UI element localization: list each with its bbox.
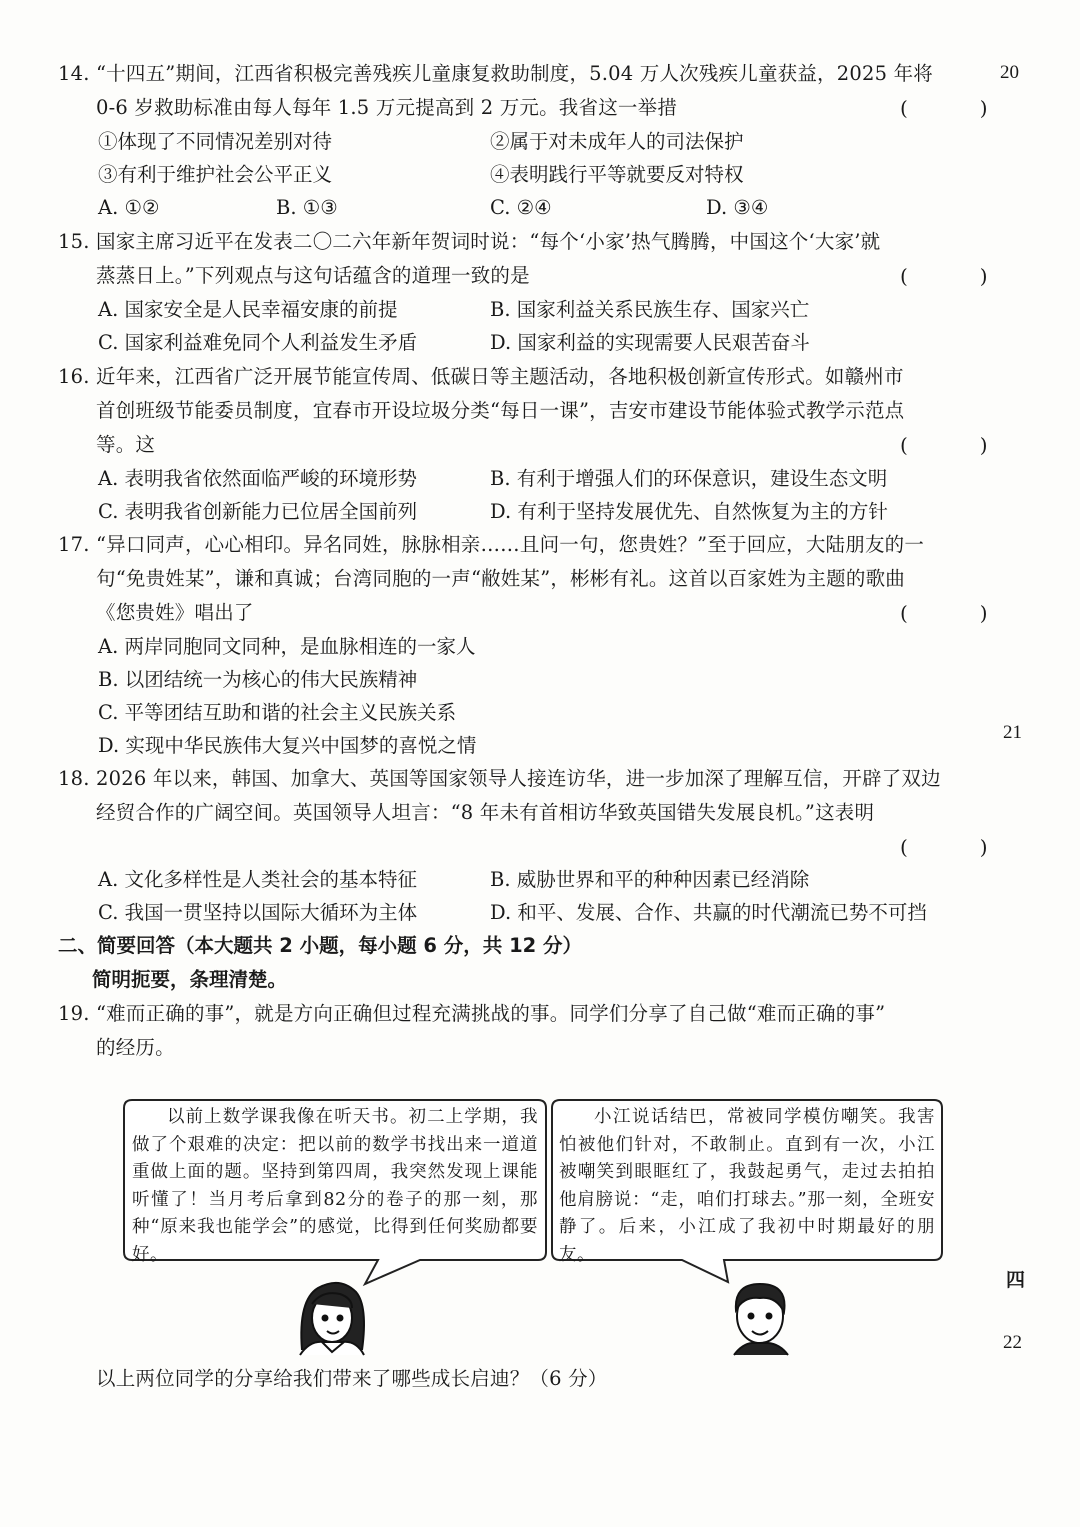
option-d[interactable]: D. 和平、发展、合作、共赢的时代潮流已势不可挡: [490, 901, 927, 924]
margin-number: 20: [1000, 62, 1019, 83]
option-c[interactable]: C. 国家利益难免同个人利益发生矛盾: [98, 331, 418, 354]
question-text: 0-6 岁救助标准由每人每年 1.5 万元提高到 2 万元。我省这一举措: [96, 96, 678, 119]
answer-blank[interactable]: ( ): [900, 433, 1014, 457]
answer-blank[interactable]: ( ): [900, 601, 1014, 625]
margin-number: 四: [1006, 1270, 1026, 1291]
option-c[interactable]: C. 表明我省创新能力已位居全国前列: [98, 500, 418, 523]
option-b[interactable]: B. 国家利益关系民族生存、国家兴亡: [490, 298, 810, 321]
section-heading: 二、简要回答（本大题共 2 小题，每小题 6 分，共 12 分）: [58, 934, 583, 957]
option-a[interactable]: A. 表明我省依然面临严峻的环境形势: [98, 467, 417, 490]
statement-item: ②属于对未成年人的司法保护: [490, 130, 744, 153]
option-a[interactable]: A. 两岸同胞同文同种，是血脉相连的一家人: [98, 635, 476, 658]
margin-number: 21: [1003, 722, 1022, 743]
option-b[interactable]: B. 以团结统一为核心的伟大民族精神: [98, 668, 418, 691]
option-a[interactable]: A. 国家安全是人民幸福安康的前提: [98, 298, 398, 321]
answer-blank[interactable]: ( ): [900, 835, 1014, 859]
question-text: 《您贵姓》唱出了: [96, 601, 254, 624]
option-b[interactable]: B. 有利于增强人们的环保意识，建设生态文明: [490, 467, 888, 490]
question-text: 句“免贵姓某”，谦和真诚；台湾同胞的一声“敝姓某”，彬彬有礼。这首以百家姓为主题的歌曲: [96, 567, 905, 590]
option-b[interactable]: B. ①③: [276, 196, 338, 219]
question-number: 18.: [58, 767, 90, 790]
margin-number: 22: [1003, 1332, 1022, 1353]
question-text: 近年来，江西省广泛开展节能宣传周、低碳日等主题活动，各地积极创新宣传形式。如赣州市: [96, 365, 904, 388]
question-text: “十四五”期间，江西省积极完善残疾儿童康复救助制度，5.04 万人次残疾儿童获益，2025 年将: [96, 62, 933, 85]
question-text: 经贸合作的广阔空间。英国领导人坦言：“8 年未有首相访华致英国错失发展良机。”这表明: [96, 801, 875, 824]
statement-item: ③有利于维护社会公平正义: [98, 163, 333, 186]
option-b[interactable]: B. 威胁世界和平的种种因素已经消除: [490, 868, 810, 891]
statement-item: ④表明践行平等就要反对特权: [490, 163, 744, 186]
question-number: 14.: [58, 62, 90, 85]
question-text: 的经历。: [96, 1036, 175, 1059]
question-number: 16.: [58, 365, 90, 388]
question-number: 17.: [58, 533, 90, 556]
answer-blank[interactable]: ( ): [900, 264, 1014, 288]
boy-illustration: [734, 1284, 788, 1355]
option-d[interactable]: D. 国家利益的实现需要人民艰苦奋斗: [490, 331, 810, 354]
statement-item: ①体现了不同情况差别对待: [98, 130, 333, 153]
bubble-right-text: 小江说话结巴，常被同学模仿嘲笑。我害怕被他们针对，不敢制止。直到有一次，小江被嘲笑到眼眶红了，我鼓起勇气，走过去拍拍他肩膀说：“走，咱们打球去。”那一刻，全班安静了。后来，小江成了我初中时期最好的朋友。: [559, 1107, 935, 1265]
answer-blank[interactable]: ( ): [900, 96, 1014, 120]
question-text: “异口同声，心心相印。异名同姓，脉脉相亲……且问一句，您贵姓？”至于回应，大陆朋友的一: [96, 533, 925, 556]
question-text: 首创班级节能委员制度，宜春市开设垃圾分类“每日一课”，吉安市建设节能体验式教学示范点: [96, 399, 905, 422]
section-instruction: 简明扼要，条理清楚。: [92, 968, 288, 991]
question-number: 19.: [58, 1002, 90, 1025]
bubble-left-text: 以前上数学课我像在听天书。初二上学期，我做了个艰难的决定：把以前的数学书找出来一道道重做上面的题。坚持到第四周，我突然发现上课能听懂了！当月考后拿到82分的卷子的那一刻，那种“原来我也能学会”的感觉，比得到任何奖励都要好。: [132, 1107, 538, 1265]
question-text: 2026 年以来，韩国、加拿大、英国等国家领导人接连访华，进一步加深了理解互信，开辟了双边: [96, 767, 941, 790]
option-a[interactable]: A. ①②: [98, 196, 160, 219]
option-d[interactable]: D. ③④: [706, 196, 769, 219]
option-c[interactable]: C. 平等团结互助和谐的社会主义民族关系: [98, 701, 457, 724]
sub-question: 以上两位同学的分享给我们带来了哪些成长启迪？（6 分）: [96, 1367, 608, 1390]
question-text: 国家主席习近平在发表二〇二六年新年贺词时说：“每个‘小家’热气腾腾，中国这个‘大家’就: [96, 230, 881, 253]
option-d[interactable]: D. 实现中华民族伟大复兴中国梦的喜悦之情: [98, 734, 477, 757]
girl-illustration: [300, 1283, 364, 1355]
option-a[interactable]: A. 文化多样性是人类社会的基本特征: [98, 868, 417, 891]
question-text: 蒸蒸日上。”下列观点与这句话蕴含的道理一致的是: [96, 264, 530, 287]
question-number: 15.: [58, 230, 90, 253]
option-c[interactable]: C. 我国一贯坚持以国际大循环为主体: [98, 901, 418, 924]
option-c[interactable]: C. ②④: [490, 196, 552, 219]
question-text: 等。这: [96, 433, 156, 456]
option-d[interactable]: D. 有利于坚持发展优先、自然恢复为主的方针: [490, 500, 888, 523]
question-text: “难而正确的事”，就是方向正确但过程充满挑战的事。同学们分享了自己做“难而正确的事”: [96, 1002, 886, 1025]
